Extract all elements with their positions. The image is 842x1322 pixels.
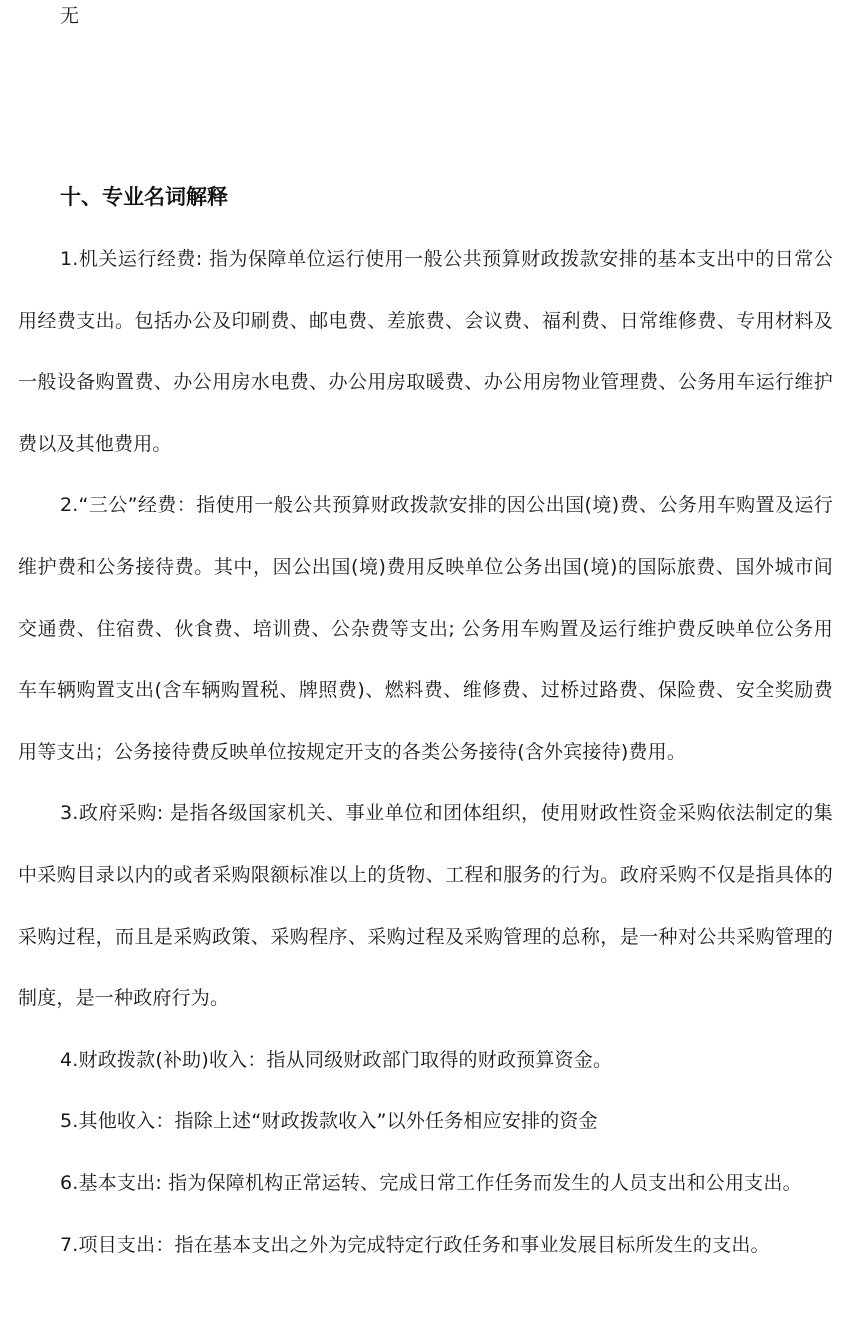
definition-paragraph: 7.项目支出：指在基本支出之外为完成特定行政任务和事业发展目标所发生的支出。: [60, 1233, 770, 1256]
definition-paragraph: 2.“三公”经费：指使用一般公共预算财政拨款安排的因公出国(境)费、公务用车购置及运行维护费和公务接待费。其中，因公出国(境)费用反映单位公务出国(境)的国际旅费、国外城市间交通费、住宿费、伙食费、培训费、公杂费等支出; 公务用车购置及运行维护费反映单位公务用车车辆购置支出(含车辆购置税、牌照费)、燃料费、维修费、过桥过路费、保险费、安全奖励费用等支出；公务接待费反映单位按规定开支的各类公务接待(含外宾接待)费用。: [18, 494, 833, 763]
top-note: 无: [60, 5, 80, 27]
definition-paragraph: 6.基本支出: 指为保障机构正常运转、完成日常工作任务而发生的人员支出和公用支出。: [60, 1171, 802, 1194]
section-title: 十、专业名词解释: [60, 185, 228, 209]
definition-paragraph: 4.财政拨款(补助)收入：指从同级财政部门取得的财政预算资金。: [60, 1048, 613, 1071]
definition-paragraph: 1.机关运行经费: 指为保障单位运行使用一般公共预算财政拨款安排的基本支出中的日常公用经费支出。包括办公及印刷费、邮电费、差旅费、会议费、福利费、日常维修费、专用材料及一般设备购置费、办公用房水电费、办公用房取暖费、办公用房物业管理费、公务用车运行维护费以及其他费用。: [18, 248, 833, 455]
definition-paragraph: 3.政府采购: 是指各级国家机关、事业单位和团体组织，使用财政性资金采购依法制定的集中采购目录以内的或者采购限额标准以上的货物、工程和服务的行为。政府采购不仅是指具体的采购过程，而且是采购政策、采购程序、采购过程及采购管理的总称，是一种对公共采购管理的制度，是一种政府行为。: [18, 802, 833, 1010]
definition-paragraph: 5.其他收入：指除上述“财政拨款收入”以外任务相应安排的资金: [60, 1110, 598, 1133]
definitions-body: [18, 229, 833, 1276]
